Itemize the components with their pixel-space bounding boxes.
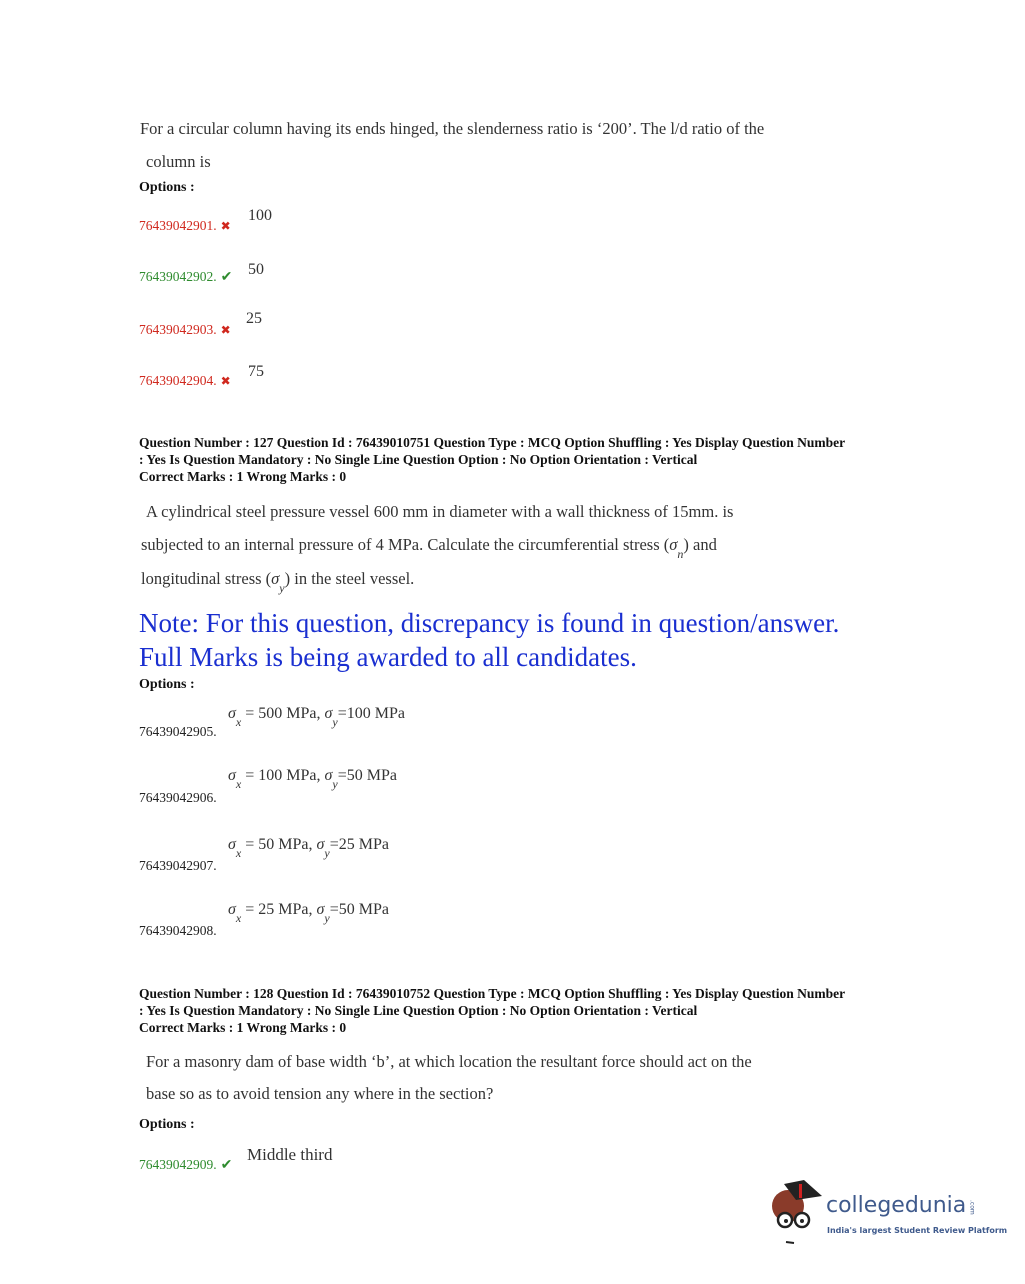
option-value: 100 [248,207,272,224]
question-meta: Question Number : 127 Question Id : 76439010751 Question Type : MCQ Option Shuffling : Yes Display Question Number : Yes Is Question Mandatory : No Single Line Question Option : No Option Orientation : Vertical Correct Marks : 1 Wrong Marks : 0 [139,435,846,484]
question-text: For a masonry dam of base width ‘b’, at which location the resultant force should act on the [146,1052,752,1071]
check-icon: ✔ [220,1158,233,1173]
discrepancy-note: Note: For this question, discrepancy is found in question/answer. Full Marks is being awarded to all candidates. [139,608,840,672]
options-label: Options : [139,1117,195,1132]
option-id: 76439042907. [139,858,217,873]
logo-wordmark: collegedunia .com [826,1193,976,1218]
option-value: $\sigma_x = 25$ MPa, $\sigma_y=50$ MPa [228,901,389,925]
option-id: 76439042908. [139,923,217,938]
option-id: 76439042906. [139,790,217,805]
question-text: base so as to avoid tension any where in the section? [146,1084,494,1103]
options-label: Options : [139,180,195,195]
cross-icon: ✖ [220,219,231,233]
option-id: 76439042905. [139,724,217,739]
options-label: Options : [139,677,195,692]
question-text: subjected to an internal pressure of 4 MPa. Calculate the circumferential stress $(\sigma_n)$ and [141,535,717,561]
question-text: For a circular column having its ends hinged, the slenderness ratio is ‘200’. The l/d ratio of the [140,119,765,138]
collegedunia-logo: collegedunia .com India's largest Student Review Platform [766,1176,1021,1248]
option-id: 76439042902. ✔ [139,269,233,285]
question-text: A cylindrical steel pressure vessel 600 mm in diameter with a wall thickness of 15mm. is [146,502,734,521]
option-value: $\sigma_x = 500$ MPa, $\sigma_y=100$ MPa [228,705,405,729]
cross-icon: ✖ [220,323,231,337]
question-text: longitudinal stress $(\sigma_y)$ in the steel vessel. [141,569,415,595]
option-id: 76439042904. ✖ [139,373,231,388]
question-meta: Question Number : 128 Question Id : 76439010752 Question Type : MCQ Option Shuffling : Yes Display Question Number : Yes Is Question Mandatory : No Single Line Question Option : No Option Orientation : Vertical Correct Marks : 1 Wrong Marks : 0 [139,986,846,1035]
option-value: Middle third [247,1145,333,1164]
question-text: column is [146,152,211,171]
option-id: 76439042901. ✖ [139,218,231,233]
check-icon: ✔ [220,270,233,285]
option-value: 75 [248,363,264,380]
option-value: 50 [248,261,264,278]
cross-icon: ✖ [220,374,231,388]
mascot-icon [766,1176,826,1246]
option-value: $\sigma_x = 100$ MPa, $\sigma_y=50$ MPa [228,767,397,791]
option-value: $\sigma_x = 50$ MPa, $\sigma_y=25$ MPa [228,836,389,860]
option-id: 76439042909. ✔ [139,1157,233,1173]
option-value: 25 [246,310,262,327]
option-id: 76439042903. ✖ [139,322,231,337]
